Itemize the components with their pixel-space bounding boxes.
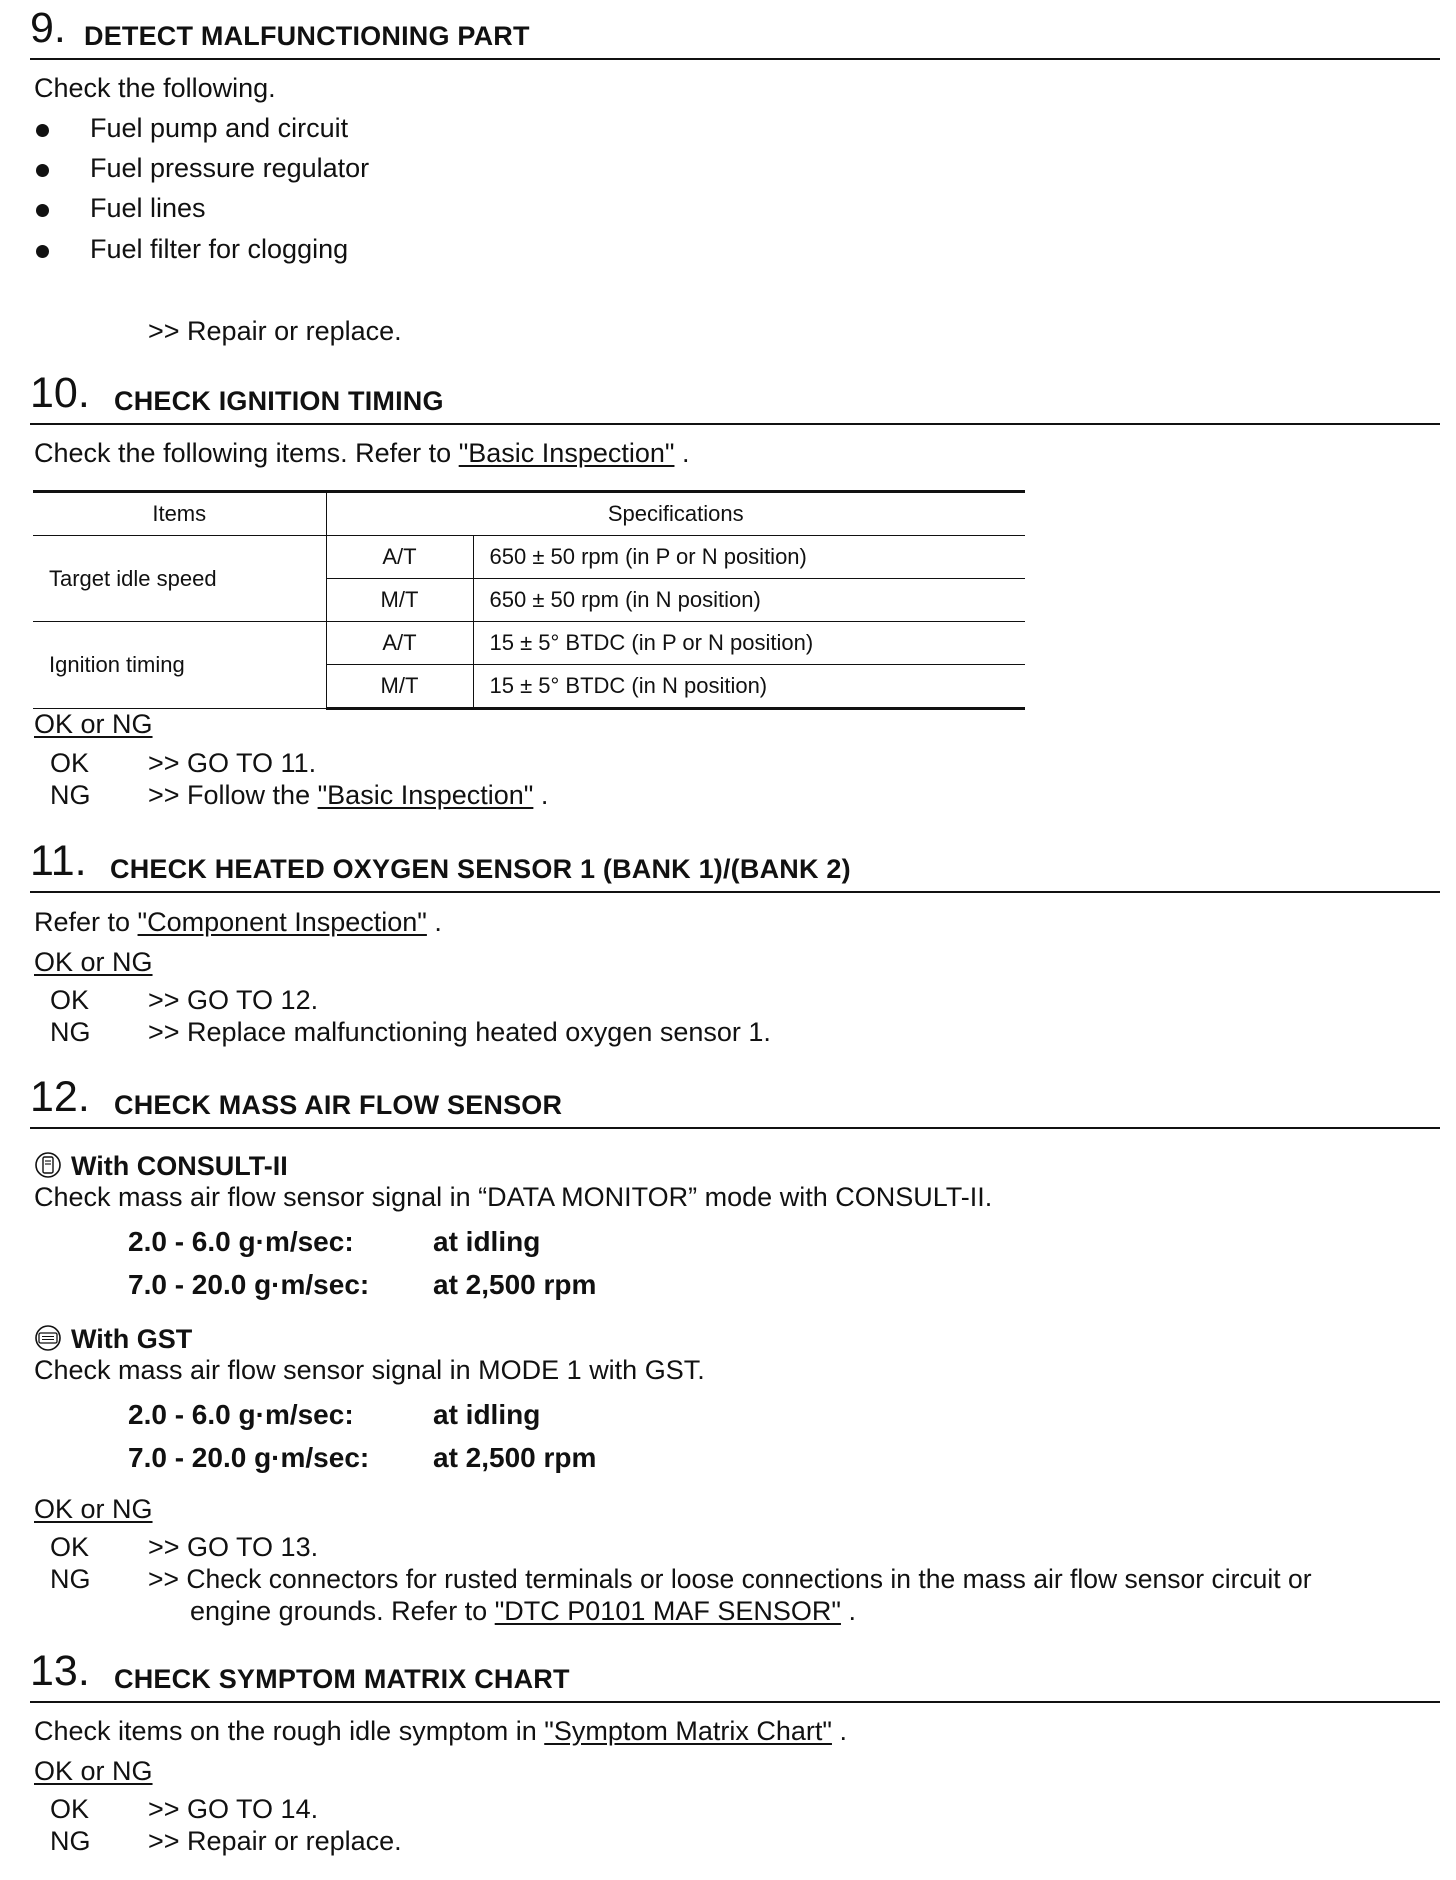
item-cell: Ignition timing (33, 622, 326, 709)
transmission-cell: A/T (326, 536, 473, 579)
ng-action-line-2 (190, 1595, 856, 1627)
step-title: CHECK SYMPTOM MATRIX CHART (114, 1664, 570, 1694)
step-9-intro: Check the following. (34, 73, 276, 103)
consult-instructions: Check mass air flow sensor signal in “DATA MONITOR” mode with CONSULT-II. (34, 1182, 993, 1212)
spec-cell: 15 ± 5° BTDC (in P or N position) (473, 622, 1025, 665)
step-title: DETECT MALFUNCTIONING PART (84, 21, 530, 51)
step-number: 12 . (30, 1076, 90, 1119)
intro-suffix: . (831, 1716, 847, 1746)
ok-label: OK (50, 1532, 90, 1562)
gst-instructions: Check mass air flow sensor signal in MODE 1 with GST. (34, 1355, 705, 1385)
ok-action: >> GO TO 12. (148, 985, 319, 1015)
table-row (33, 622, 1025, 665)
bullet-icon (36, 124, 49, 137)
transmission-cell: A/T (326, 622, 473, 665)
transmission-cell: M/T (326, 579, 473, 622)
intro-suffix: . (426, 907, 442, 937)
spec-cell: 650 ± 50 rpm (in P or N position) (473, 536, 1025, 579)
table-header-row (33, 492, 1025, 536)
intro-text: Check items on the rough idle symptom in (34, 1716, 545, 1746)
step-13-intro (34, 1715, 847, 1747)
maf-spec-value: 7.0 - 20.0 g·m/sec: (128, 1269, 370, 1300)
dtc-p0101-link[interactable]: "DTC P0101 MAF SENSOR" (494, 1596, 841, 1626)
transmission-cell: M/T (326, 665, 473, 709)
step-12-heading (30, 1073, 1440, 1129)
ng-label: NG (50, 1826, 91, 1856)
maf-spec-condition: at 2,500 rpm (433, 1269, 597, 1300)
component-inspection-link[interactable]: "Component Inspection" (137, 907, 427, 937)
basic-inspection-link[interactable]: "Basic Inspection" (458, 438, 675, 468)
ng-label: NG (50, 1017, 91, 1047)
ng-action: >> Replace malfunctioning heated oxygen sensor 1. (148, 1017, 771, 1047)
ok-label: OK (50, 748, 90, 778)
ok-or-ng-label: OK or NG (34, 1494, 153, 1524)
step-10-intro (34, 437, 689, 469)
ng-label: NG (50, 780, 91, 810)
spec-cell: 15 ± 5° BTDC (in N position) (473, 665, 1025, 709)
item-cell: Target idle speed (33, 536, 326, 622)
table-row (33, 536, 1025, 579)
step-title: CHECK MASS AIR FLOW SENSOR (114, 1090, 563, 1120)
bullet-icon (36, 245, 49, 258)
maf-spec-condition: at idling (433, 1399, 541, 1430)
maf-spec-value: 2.0 - 6.0 g·m/sec: (128, 1226, 354, 1257)
intro-suffix: . (674, 438, 690, 468)
ok-or-ng-label: OK or NG (34, 947, 153, 977)
step-13-heading (30, 1647, 1440, 1703)
ng-suffix: . (840, 1596, 856, 1626)
step-number: 11 . (30, 840, 87, 883)
ng-label: NG (50, 1564, 91, 1594)
list-item: Fuel pressure regulator (90, 153, 370, 183)
ng-action (148, 779, 548, 811)
step-11-intro (34, 906, 442, 938)
consult-heading-text: With CONSULT-II (71, 1151, 288, 1182)
intro-text: Refer to (34, 907, 138, 937)
list-item: Fuel lines (90, 193, 206, 223)
maf-spec-condition: at 2,500 rpm (433, 1442, 597, 1473)
ignition-spec-table (33, 490, 1025, 710)
step-9-heading (30, 4, 1440, 60)
step-number: 9 . (30, 7, 66, 50)
step-title: CHECK HEATED OXYGEN SENSOR 1 (BANK 1)/(BANK 2) (110, 854, 851, 884)
ng-suffix: . (533, 780, 549, 810)
maf-spec-value: 7.0 - 20.0 g·m/sec: (128, 1442, 370, 1473)
ng-text: engine grounds. Refer to (190, 1596, 495, 1626)
maf-spec-value: 2.0 - 6.0 g·m/sec: (128, 1399, 354, 1430)
ng-text: >> Follow the (148, 780, 318, 810)
bullet-icon (36, 164, 49, 177)
header-specifications: Specifications (326, 492, 1025, 536)
ok-action: >> GO TO 14. (148, 1794, 319, 1824)
gst-heading-text: With GST (71, 1324, 193, 1355)
basic-inspection-link[interactable]: "Basic Inspection" (317, 780, 534, 810)
header-items: Items (33, 492, 326, 536)
step-number: 13 . (30, 1650, 90, 1693)
spec-cell: 650 ± 50 rpm (in N position) (473, 579, 1025, 622)
ng-action-line-1: >> Check connectors for rusted terminals or loose connections in the mass air flow sensor circuit or (148, 1564, 1312, 1594)
bullet-icon (36, 204, 49, 217)
step-9-action: >> Repair or replace. (148, 316, 402, 346)
step-number: 10 . (30, 372, 90, 415)
list-item: Fuel filter for clogging (90, 234, 349, 264)
step-title: CHECK IGNITION TIMING (114, 386, 444, 416)
ok-or-ng-label: OK or NG (34, 1756, 153, 1786)
step-11-heading (30, 837, 1440, 893)
ok-action: >> GO TO 11. (148, 748, 317, 778)
ok-label: OK (50, 1794, 90, 1824)
ok-or-ng-label: OK or NG (34, 709, 153, 739)
ng-action: >> Repair or replace. (148, 1826, 402, 1856)
step-10-heading (30, 369, 1440, 425)
maf-spec-condition: at idling (433, 1226, 541, 1257)
ok-label: OK (50, 985, 90, 1015)
symptom-matrix-chart-link[interactable]: "Symptom Matrix Chart" (544, 1716, 832, 1746)
list-item: Fuel pump and circuit (90, 113, 349, 143)
ok-action: >> GO TO 13. (148, 1532, 319, 1562)
intro-text: Check the following items. Refer to (34, 438, 459, 468)
